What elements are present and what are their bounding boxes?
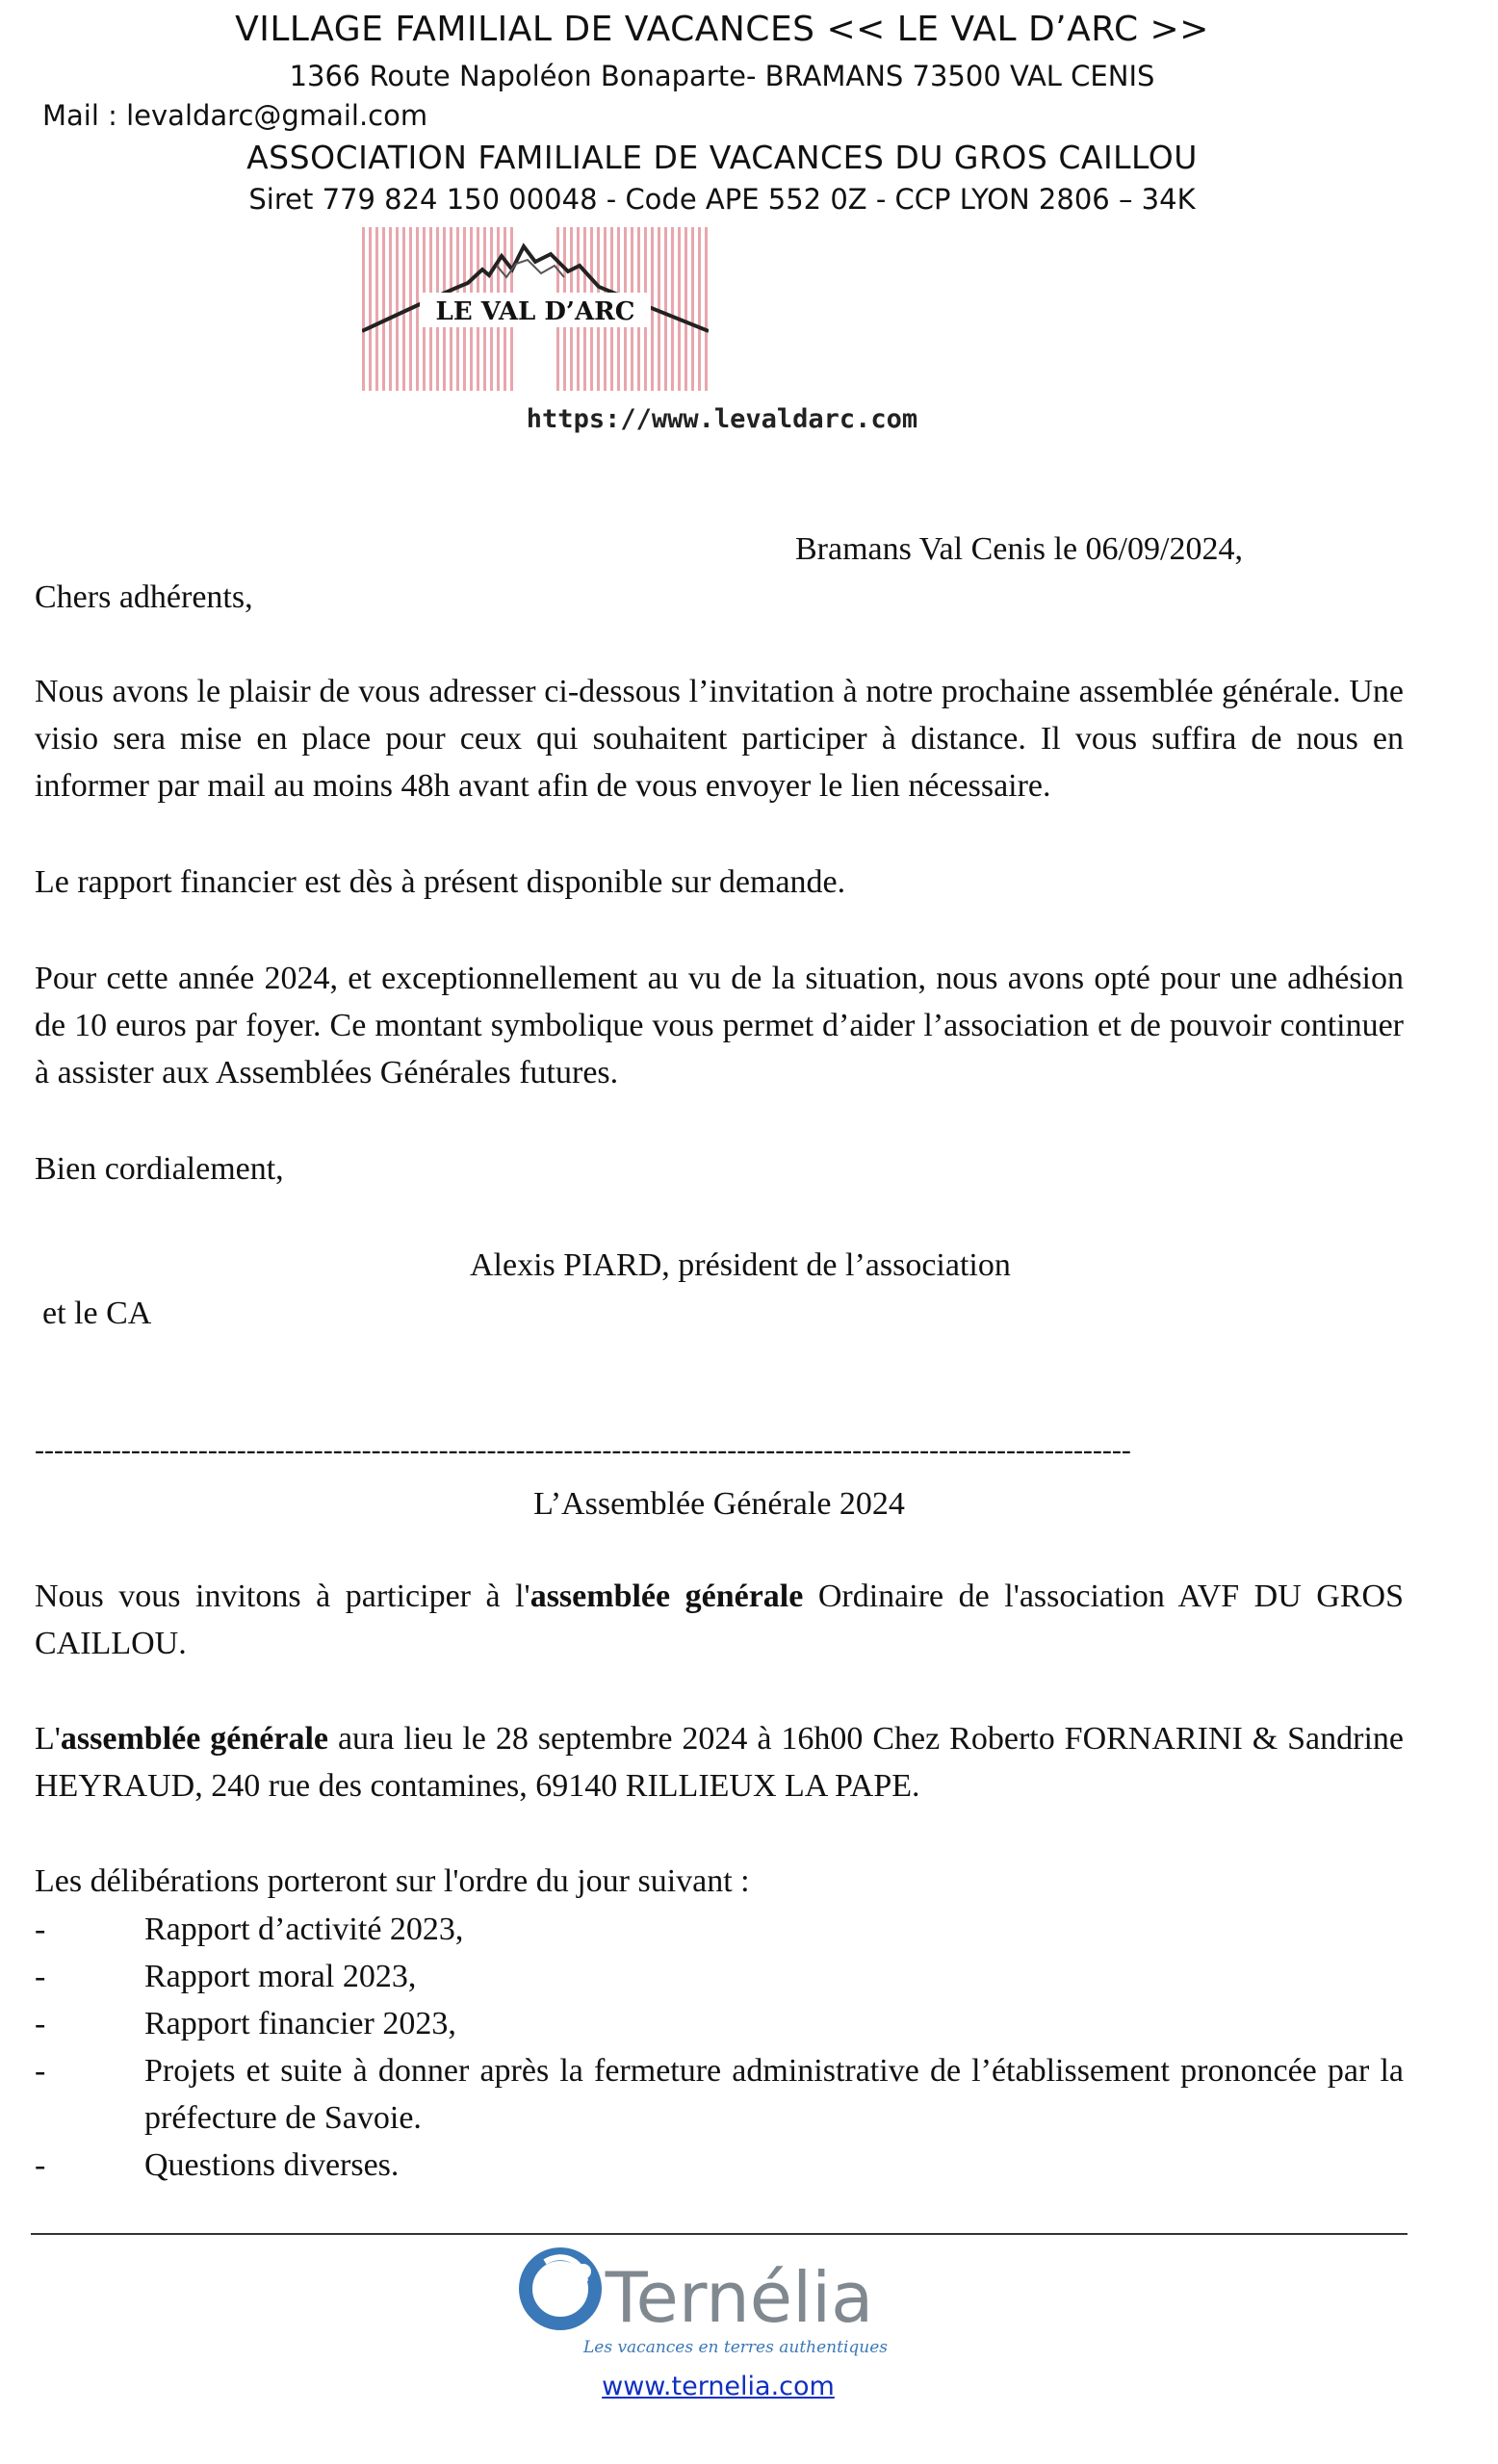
paragraph-membership: Pour cette année 2024, et exceptionnellement au vu de la situation, nous avons opté pour une adhésion de 10 euros par foyer. Ce montant symbolique vous permet d’aider l’association et de pouvoir continuer à assister aux Assemblées Générales futures. <box>35 961 1404 1091</box>
agenda-item-text: Rapport financier 2023, <box>144 2006 456 2041</box>
paragraph-assembly-invite <box>35 1573 1404 1667</box>
header-mail: Mail : levaldarc@gmail.com <box>42 99 428 132</box>
agenda-dash: - <box>35 2006 46 2041</box>
agenda-item <box>35 2000 1404 2047</box>
agenda-item <box>35 2047 1404 2142</box>
agenda-item <box>35 1953 1404 2000</box>
ternelia-website-link[interactable]: www.ternelia.com <box>602 2372 835 2401</box>
ternelia-logo <box>516 2243 920 2364</box>
assembly-title: L’Assemblée Générale 2024 <box>533 1486 905 1522</box>
mountain-icon <box>362 227 709 391</box>
agenda-dash: - <box>35 1959 46 1994</box>
signature-ca: et le CA <box>42 1296 152 1331</box>
closing: Bien cordialement, <box>35 1151 284 1187</box>
website-link[interactable]: https://www.levaldarc.com <box>526 404 918 434</box>
agenda-item-text: Rapport moral 2023, <box>144 1959 417 1994</box>
agenda-item-text: Rapport d’activité 2023, <box>144 1912 464 1947</box>
val-darc-logo <box>362 227 709 391</box>
header-title: VILLAGE FAMILIAL DE VACANCES << LE VAL D’ARC >> <box>235 10 1209 49</box>
footer-divider <box>31 2233 1408 2235</box>
header-siret: Siret 779 824 150 00048 - Code APE 552 0Z - CCP LYON 2806 – 34K <box>248 183 1196 216</box>
paragraph-financial-report: Le rapport financier est dès à présent disponible sur demande. <box>35 864 846 900</box>
paragraph-invitation: Nous avons le plaisir de vous adresser ci-dessous l’invitation à notre prochaine assemblée générale. Une visio sera mise en place pour ceux qui souhaitent participer à distance. Il vous suffira de nous en informer par mail au moins 48h avant afin de vous envoyer le lien nécessaire. <box>35 674 1404 804</box>
p5-text-a: L' <box>35 1721 61 1757</box>
separator-dashes: ------------------------------------------------------------------------------------------------------------------ <box>35 1434 1131 1466</box>
signature: Alexis PIARD, président de l’association <box>470 1247 1011 1283</box>
agenda-intro: Les délibérations porteront sur l'ordre du jour suivant : <box>35 1863 750 1899</box>
ternelia-swirl-icon <box>526 2254 595 2323</box>
agenda-item-text: Projets et suite à donner après la fermeture administrative de l’établissement prononcée par la préfecture de Savoie. <box>144 2053 1404 2136</box>
p4-text-a: Nous vous invitons à participer à l' <box>35 1578 530 1614</box>
header-association: ASSOCIATION FAMILIALE DE VACANCES DU GROS CAILLOU <box>246 139 1198 176</box>
agenda-dash: - <box>35 2053 46 2089</box>
ternelia-tagline: Les vacances en terres authentiques <box>582 2338 889 2357</box>
agenda-dash: - <box>35 2147 46 2183</box>
logo-text: LE VAL D’ARC <box>435 297 635 326</box>
agenda-item <box>35 2142 1404 2189</box>
agenda-item <box>35 1906 1404 1953</box>
header-address: 1366 Route Napoléon Bonaparte- BRAMANS 73500 VAL CENIS <box>289 60 1155 92</box>
p4-bold: assemblée générale <box>529 1578 804 1614</box>
paragraph-assembly-location <box>35 1715 1404 1810</box>
p5-bold: assemblée générale <box>60 1721 328 1757</box>
agenda-dash: - <box>35 1912 46 1947</box>
ternelia-brand: Ternélia <box>605 2257 874 2338</box>
p5-text-c: aura lieu le 28 septembre 2024 à 16h00 Chez Roberto FORNARINI & Sandrine HEYRAUD, 240 rue des contamines, 69140 RILLIEUX LA PAPE. <box>35 1721 1404 1804</box>
p4-text-c: Ordinaire de l'association AVF DU GROS CAILLOU. <box>35 1578 1404 1661</box>
greeting: Chers adhérents, <box>35 579 253 615</box>
letter-date: Bramans Val Cenis le 06/09/2024, <box>795 531 1243 567</box>
agenda-item-text: Questions diverses. <box>144 2147 400 2183</box>
agenda-list <box>35 1906 1404 2189</box>
